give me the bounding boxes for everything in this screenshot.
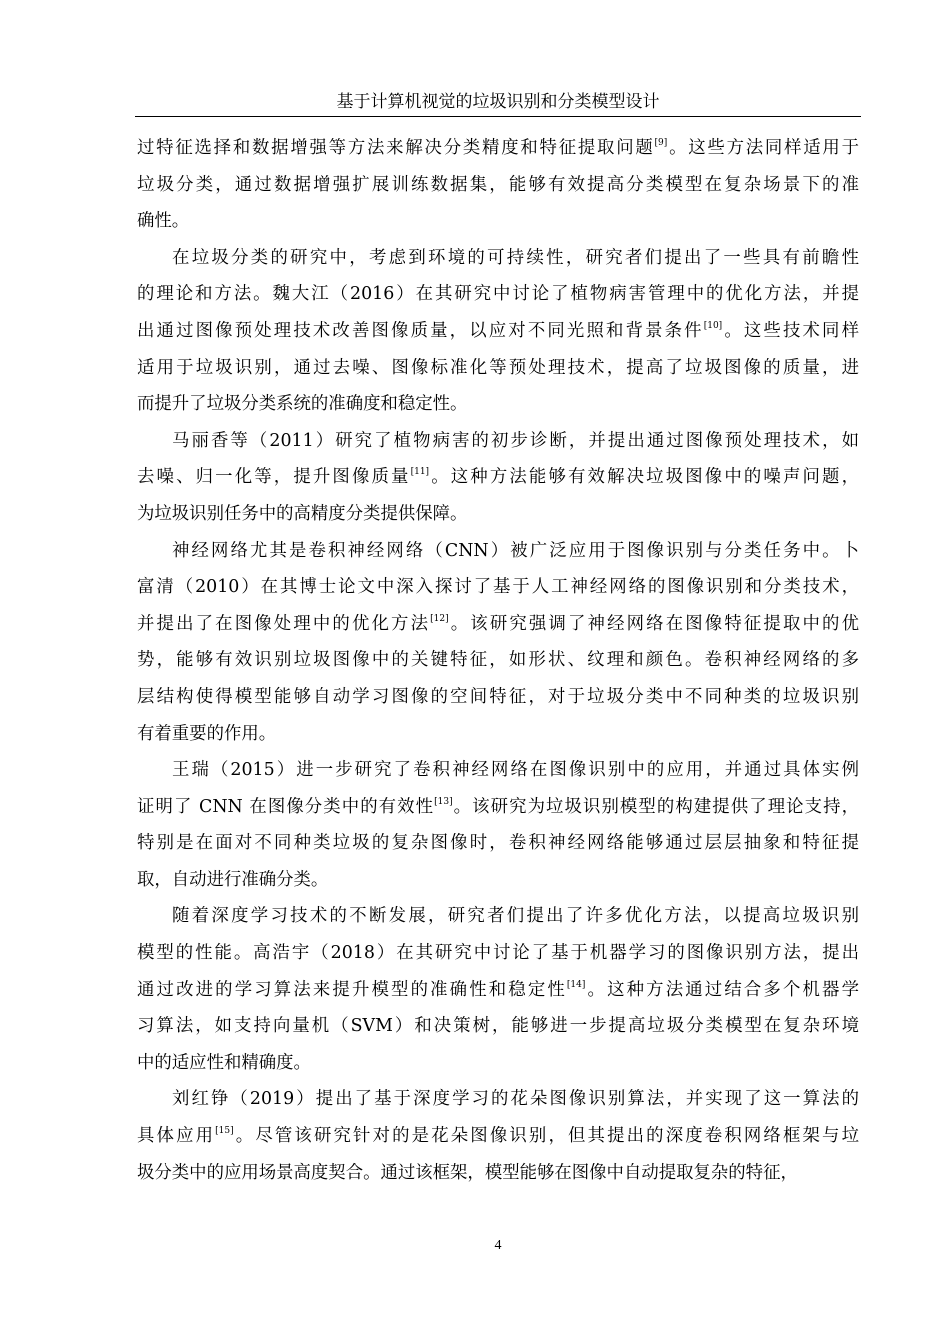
text-line — [137, 533, 859, 570]
text-line — [137, 752, 859, 789]
paragraph — [137, 240, 859, 423]
text-line — [137, 1045, 859, 1082]
line-text: 在垃圾分类的研究中，考虑到环境的可持续性，研究者们提出了一些具有前瞻性 — [172, 247, 859, 268]
page-number: 4 — [494, 1238, 502, 1253]
line-text: 层结构使得模型能够自动学习图像的空间特征，对于垃圾分类中不同种类的垃圾识别 — [137, 686, 859, 707]
line-text: 为垃圾识别任务中的高精度分类提供保障。 — [137, 503, 468, 524]
text-line — [137, 825, 859, 862]
line-text: 刘红铮（2019）提出了基于深度学习的花朵图像识别算法，并实现了这一算法的 — [172, 1089, 859, 1110]
text-line — [137, 862, 859, 899]
text-line — [137, 716, 859, 753]
line-text-continued: 。该研究为垃圾识别模型的构建提供了理论支持， — [452, 796, 859, 817]
paragraph — [137, 898, 859, 1081]
text-line — [137, 350, 859, 387]
line-text: 通过改进的学习算法来提升模型的准确性和稳定性 — [137, 979, 567, 1000]
text-line — [137, 496, 859, 533]
text-line — [137, 1081, 859, 1118]
line-text-continued: 。这些技术同样 — [722, 320, 859, 341]
text-line — [137, 313, 859, 350]
line-text: 马丽香等（2011）研究了植物病害的初步诊断，并提出通过图像预处理技术，如 — [172, 430, 859, 451]
line-text: 的理论和方法。魏大江（2016）在其研究中讨论了植物病害管理中的优化方法，并提 — [137, 284, 859, 305]
citation-marker: [14] — [566, 979, 586, 990]
text-line — [137, 789, 859, 826]
line-text: 去噪、归一化等，提升图像质量 — [137, 467, 411, 488]
citation-marker: [12] — [430, 613, 449, 624]
line-text: 取，自动进行准确分类。 — [137, 869, 329, 890]
text-line — [137, 972, 859, 1009]
line-text: 习算法，如支持向量机（SVM）和决策树，能够进一步提高垃圾分类模型在复杂环境 — [137, 1016, 859, 1037]
text-line — [137, 898, 859, 935]
text-line — [137, 569, 859, 606]
line-text: 垃圾分类，通过数据增强扩展训练数据集，能够有效提高分类模型在复杂场景下的准 — [137, 174, 859, 195]
paragraph — [137, 533, 859, 753]
line-text-continued: 。尽管该研究针对的是花朵图像识别，但其提出的深度卷积网络框架与垃 — [233, 1126, 859, 1147]
line-text-continued: 。这种方法通过结合多个机器学 — [585, 979, 859, 1000]
line-text-continued: 。这些方法同样适用于 — [667, 138, 859, 158]
line-text: 中的适应性和精确度。 — [137, 1052, 311, 1073]
line-text: 出通过图像预处理技术改善图像质量，以应对不同光照和背景条件 — [137, 320, 704, 341]
line-text: 模型的性能。高浩宇（2018）在其研究中讨论了基于机器学习的图像识别方法，提出 — [137, 943, 859, 964]
line-text: 圾分类中的应用场景高度契合。通过该框架，模型能够在图像中自动提取复杂的特征， — [137, 1162, 798, 1183]
text-line — [137, 642, 859, 679]
line-text: 过特征选择和数据增强等方法来解决分类精度和特征提取问题 — [137, 138, 655, 158]
line-text: 随着深度学习技术的不断发展，研究者们提出了许多优化方法，以提高垃圾识别 — [172, 906, 859, 927]
text-line — [137, 1118, 859, 1155]
text-line — [137, 240, 859, 277]
line-text: 适用于垃圾识别，通过去噪、图像标准化等预处理技术，提高了垃圾图像的质量，进 — [137, 357, 859, 378]
line-text: 富清（2010）在其博士论文中深入探讨了基于人工神经网络的图像识别和分类技术， — [137, 577, 859, 598]
header-rule — [135, 116, 861, 117]
text-line — [137, 1008, 859, 1045]
citation-marker: [15] — [215, 1126, 234, 1137]
text-line — [137, 679, 859, 716]
body-text — [137, 130, 859, 1191]
paragraph — [137, 130, 859, 240]
text-line — [137, 606, 859, 643]
line-text: 具体应用 — [137, 1126, 216, 1147]
line-text-continued: 。这种方法能够有效解决垃圾图像中的噪声问题， — [429, 467, 859, 488]
text-line — [137, 459, 859, 496]
text-line — [137, 276, 859, 313]
text-line — [137, 1155, 859, 1192]
paragraph — [137, 423, 859, 533]
paragraph — [137, 1081, 859, 1191]
line-text: 确性。 — [137, 211, 190, 232]
text-line — [137, 167, 859, 204]
paragraph — [137, 752, 859, 898]
text-line — [137, 386, 859, 423]
line-text: 并提出了在图像处理中的优化方法 — [137, 613, 431, 634]
text-line — [137, 130, 859, 167]
line-text: 而提升了垃圾分类系统的准确度和稳定性。 — [137, 394, 468, 415]
text-line — [137, 203, 859, 240]
citation-marker: [9] — [654, 138, 668, 148]
line-text: 势，能够有效识别垃圾图像中的关键特征，如形状、纹理和颜色。卷积神经网络的多 — [137, 650, 859, 671]
text-line — [137, 935, 859, 972]
text-line — [137, 423, 859, 460]
line-text-continued: 。该研究强调了神经网络在图像特征提取中的优 — [448, 613, 859, 634]
line-text: 证明了 CNN 在图像分类中的有效性 — [137, 796, 435, 817]
line-text: 王瑞（2015）进一步研究了卷积神经网络在图像识别中的应用，并通过具体实例 — [172, 760, 859, 781]
line-text: 神经网络尤其是卷积神经网络（CNN）被广泛应用于图像识别与分类任务中。卜 — [172, 540, 859, 561]
citation-marker: [10] — [703, 320, 723, 331]
line-text: 特别是在面对不同种类垃圾的复杂图像时，卷积神经网络能够通过层层抽象和特征提 — [137, 833, 859, 854]
citation-marker: [11] — [410, 467, 430, 478]
line-text: 有着重要的作用。 — [137, 723, 277, 744]
citation-marker: [13] — [434, 796, 453, 807]
running-header: 基于计算机视觉的垃圾识别和分类模型设计 — [336, 92, 660, 112]
